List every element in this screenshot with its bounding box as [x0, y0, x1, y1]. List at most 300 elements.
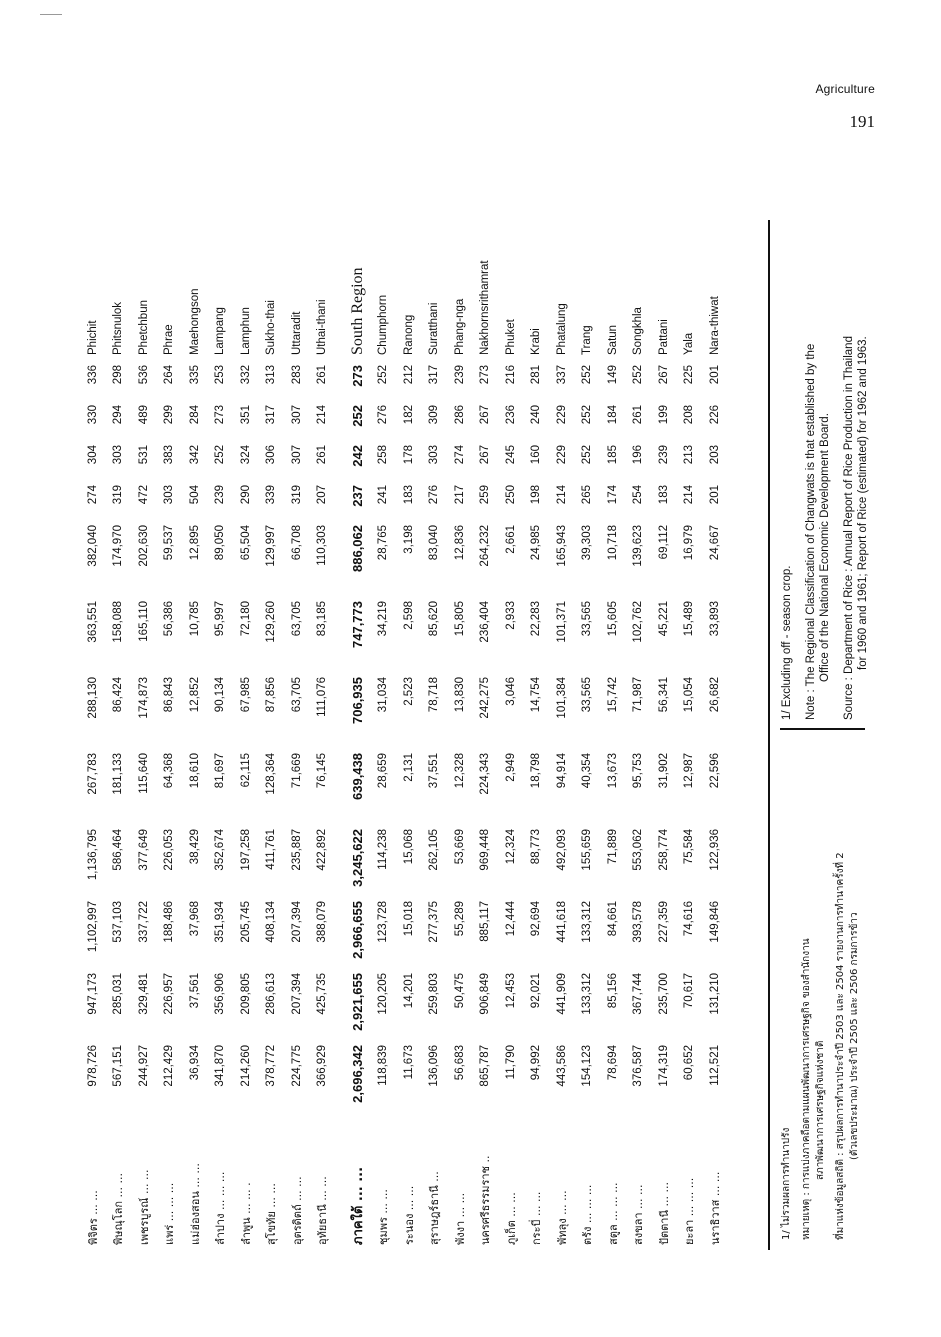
value-cell: 239	[453, 365, 466, 385]
value-cell: 120,205	[377, 973, 390, 1015]
value-cell: 342	[188, 445, 201, 465]
value-cell: 63,705	[290, 677, 303, 713]
value-cell: 264,232	[479, 525, 492, 567]
value-cell: 11,673	[402, 1045, 415, 1080]
value-cell: 747,773	[350, 601, 366, 648]
value-cell: 285,031	[112, 973, 125, 1015]
value-cell: 24,985	[530, 525, 543, 561]
value-cell: 136,096	[428, 1045, 441, 1087]
value-cell: 2,933	[504, 601, 517, 630]
value-cell: 66,708	[290, 525, 303, 561]
value-cell: 34,219	[377, 601, 390, 637]
value-cell: 254	[632, 485, 645, 505]
value-cell: 2,661	[504, 525, 517, 554]
value-cell: 102,762	[632, 601, 645, 643]
value-cell: 240	[530, 405, 543, 425]
english-footnote: 1/ Excluding off - season crop.	[781, 565, 793, 720]
value-cell: 40,354	[581, 753, 594, 789]
value-cell: 309	[428, 405, 441, 425]
value-cell: 22,283	[530, 601, 543, 637]
value-cell: 492,093	[555, 829, 568, 871]
value-cell: 259,803	[428, 973, 441, 1015]
value-cell: 252	[350, 405, 366, 427]
value-cell: 267	[657, 365, 670, 385]
value-cell: 261	[316, 445, 329, 465]
value-cell: 209,805	[239, 973, 252, 1015]
value-cell: 319	[290, 485, 303, 505]
thai-province-name: ยะลา ... ... ...	[683, 1177, 697, 1245]
english-province-name: Yala	[683, 332, 696, 355]
value-cell: 2,131	[402, 753, 415, 782]
value-cell: 208	[683, 405, 696, 425]
value-cell: 537,103	[112, 901, 125, 943]
value-cell: 39,303	[581, 525, 594, 561]
value-cell: 197,258	[239, 829, 252, 871]
value-cell: 224,775	[290, 1045, 303, 1087]
value-cell: 267,783	[86, 753, 99, 795]
value-cell: 274	[453, 445, 466, 465]
value-cell: 294	[112, 405, 125, 425]
value-cell: 252	[214, 445, 227, 465]
value-cell: 72,180	[239, 601, 252, 637]
table-row	[106, 220, 132, 1250]
value-cell: 388,079	[316, 901, 329, 943]
value-cell: 267	[479, 405, 492, 425]
english-province-name: Phitsnulok	[112, 301, 125, 355]
value-cell: 115,640	[137, 753, 150, 794]
value-cell: 37,551	[428, 753, 441, 789]
value-cell: 226	[708, 405, 721, 425]
value-cell: 45,221	[657, 601, 670, 637]
table-row	[80, 220, 106, 1250]
thai-province-name: ลำพูน ... ... .	[239, 1182, 253, 1245]
value-cell: 174,319	[657, 1045, 670, 1087]
notes-divider	[780, 729, 865, 731]
value-cell: 276	[428, 485, 441, 505]
thai-province-name: ปัตตานี ... ...	[657, 1182, 671, 1245]
english-province-name: Lampang	[214, 307, 227, 355]
value-cell: 229	[555, 445, 568, 465]
value-cell: 198	[530, 485, 543, 505]
value-cell: 64,368	[163, 753, 176, 789]
english-province-name: Satun	[606, 324, 619, 355]
value-cell: 352,674	[214, 829, 227, 871]
value-cell: 154,123	[581, 1045, 594, 1087]
value-cell: 207	[316, 485, 329, 505]
value-cell: 531	[137, 445, 150, 465]
table-row	[284, 220, 310, 1250]
value-cell: 214,260	[239, 1045, 252, 1087]
value-cell: 174,970	[112, 525, 125, 567]
value-cell: 239	[214, 485, 227, 505]
value-cell: 14,754	[530, 677, 543, 713]
value-cell: 165,943	[555, 525, 568, 567]
thai-province-name: สุโขทัย ... ...	[265, 1183, 279, 1245]
region-row	[345, 220, 371, 1250]
value-cell: 553,062	[632, 829, 645, 871]
value-cell: 304	[86, 445, 99, 465]
value-cell: 264	[163, 365, 176, 385]
english-source-cont: for 1960 and 1961; Report of Rice (estimated) for 1962 and 1963.	[857, 336, 869, 670]
value-cell: 227,359	[657, 901, 670, 943]
value-cell: 28,659	[377, 753, 390, 789]
value-cell: 12,852	[188, 677, 201, 713]
value-cell: 330	[86, 405, 99, 425]
table-row	[396, 220, 422, 1250]
value-cell: 2,696,342	[350, 1045, 366, 1103]
value-cell: 18,798	[530, 753, 543, 789]
value-cell: 155,659	[581, 829, 594, 871]
value-cell: 183	[402, 485, 415, 505]
value-cell: 14,201	[402, 973, 415, 1009]
value-cell: 94,992	[530, 1045, 543, 1081]
table-row	[575, 220, 601, 1250]
value-cell: 443,586	[555, 1045, 568, 1087]
value-cell: 337,722	[137, 901, 150, 943]
value-cell: 298	[112, 365, 125, 385]
value-cell: 122,936	[708, 829, 721, 871]
value-cell: 12,987	[683, 753, 696, 789]
value-cell: 183	[657, 485, 670, 505]
value-cell: 67,985	[239, 677, 252, 713]
value-cell: 78,718	[428, 677, 441, 713]
value-cell: 865,787	[479, 1045, 492, 1087]
value-cell: 207,394	[290, 973, 303, 1015]
english-province-name: Trang	[581, 325, 594, 355]
thai-province-name: พัทลุง ... ...	[555, 1190, 569, 1245]
value-cell: 214	[316, 405, 329, 425]
value-cell: 3,198	[402, 525, 415, 554]
value-cell: 10,718	[606, 525, 619, 561]
value-cell: 422,892	[316, 829, 329, 871]
value-cell: 252	[377, 365, 390, 385]
value-cell: 226,053	[163, 829, 176, 871]
value-cell: 65,504	[239, 525, 252, 561]
thai-province-name: นครศรีธรรมราช ..	[479, 1155, 493, 1245]
table-row	[626, 220, 652, 1250]
english-province-name: Nakhornsrithamrat	[479, 260, 492, 355]
table-row	[182, 220, 208, 1250]
value-cell: 378,772	[265, 1045, 278, 1087]
english-province-name: Phang-nga	[453, 298, 466, 355]
value-cell: 273	[350, 365, 366, 387]
value-cell: 411,761	[265, 829, 278, 870]
value-cell: 317	[428, 365, 441, 385]
value-cell: 324	[239, 445, 252, 465]
value-cell: 267	[479, 445, 492, 465]
value-cell: 174,873	[137, 677, 150, 719]
value-cell: 376,587	[632, 1045, 645, 1087]
value-cell: 339	[265, 485, 278, 505]
thai-province-name: อุทัยธานี ... ...	[316, 1176, 330, 1245]
value-cell: 53,669	[453, 829, 466, 865]
value-cell: 131,210	[708, 973, 721, 1015]
value-cell: 55,289	[453, 901, 466, 937]
value-cell: 63,705	[290, 601, 303, 637]
value-cell: 273	[214, 405, 227, 425]
value-cell: 441,909	[555, 973, 568, 1015]
value-cell: 85,620	[428, 601, 441, 637]
thai-province-name: ระนอง ... ...	[402, 1185, 416, 1245]
value-cell: 95,753	[632, 753, 645, 789]
value-cell: 149,846	[708, 901, 721, 943]
english-note: Note : The Regional Classification of Changwats is that established by the	[805, 343, 817, 720]
english-province-name: South Region	[348, 267, 366, 355]
value-cell: 356,906	[214, 973, 227, 1015]
value-cell: 261	[632, 405, 645, 425]
value-cell: 94,914	[555, 753, 568, 789]
value-cell: 2,921,655	[350, 973, 366, 1031]
rotated-table-page	[80, 155, 870, 1250]
value-cell: 15,805	[453, 601, 466, 637]
value-cell: 213	[683, 445, 696, 465]
value-cell: 3,245,622	[350, 829, 366, 887]
value-cell: 242,275	[479, 677, 492, 719]
thai-source: ที่มาแห่งข้อมูลสถิติ : สรุปผลการทำนาประจำปี 2503 และ 2504 รายงานการทำนาครั้งที่ 2	[835, 852, 846, 1240]
region-spacer	[335, 220, 345, 1250]
value-cell: 59,537	[163, 525, 176, 561]
value-cell: 118,839	[377, 1045, 390, 1086]
value-cell: 123,728	[377, 901, 390, 943]
value-cell: 504	[188, 485, 201, 505]
value-cell: 78,694	[606, 1045, 619, 1081]
value-cell: 33,565	[581, 677, 594, 713]
value-cell: 15,054	[683, 677, 696, 713]
value-cell: 886,062	[350, 525, 366, 572]
value-cell: 71,889	[606, 829, 619, 865]
value-cell: 56,341	[657, 677, 670, 713]
english-province-name: Suratthani	[428, 302, 441, 355]
thai-province-name: ชุมพร ... ...	[377, 1189, 391, 1245]
value-cell: 307	[290, 445, 303, 465]
value-cell: 3,046	[504, 677, 517, 706]
thai-province-name: เพชรบูรณ์ ... ...	[137, 1169, 151, 1245]
value-cell: 15,605	[606, 601, 619, 637]
thai-province-name: ภูเก็ต ... ...	[504, 1192, 518, 1245]
value-cell: 226,957	[163, 973, 176, 1015]
value-cell: 201	[708, 485, 721, 505]
value-cell: 112,521	[708, 1045, 721, 1086]
value-cell: 252	[581, 365, 594, 385]
value-cell: 185	[606, 445, 619, 465]
value-cell: 89,050	[214, 525, 227, 561]
value-cell: 174	[606, 485, 619, 505]
value-cell: 224,343	[479, 753, 492, 795]
rice-production-table	[80, 220, 728, 1250]
value-cell: 383	[163, 445, 176, 465]
value-cell: 586,464	[112, 829, 125, 871]
thai-province-name: พังงา ... ...	[453, 1192, 467, 1245]
value-cell: 92,021	[530, 973, 543, 1009]
value-cell: 74,616	[683, 901, 696, 937]
value-cell: 274	[86, 485, 99, 505]
value-cell: 2,966,655	[350, 901, 366, 959]
value-cell: 2,949	[504, 753, 517, 782]
value-cell: 225	[683, 365, 696, 385]
value-cell: 11,790	[504, 1045, 517, 1080]
table-row	[677, 220, 703, 1250]
thai-province-name: กระบี่ ... ...	[530, 1191, 544, 1245]
value-cell: 382,040	[86, 525, 99, 567]
thai-province-name: ลำปาง ... ... ...	[214, 1171, 228, 1245]
value-cell: 288,130	[86, 677, 99, 719]
thai-province-name: ภาคใต้ ... ...	[351, 1166, 367, 1245]
value-cell: 367,744	[632, 973, 645, 1015]
top-rule	[40, 14, 62, 15]
value-cell: 335	[188, 365, 201, 385]
thai-province-name: นราธิวาส ... ...	[708, 1171, 722, 1245]
value-cell: 1,136,795	[86, 829, 99, 881]
table-row	[259, 220, 285, 1250]
value-cell: 377,649	[137, 829, 150, 871]
english-notes	[780, 336, 870, 720]
value-cell: 536	[137, 365, 150, 385]
value-cell: 947,173	[86, 973, 99, 1015]
value-cell: 286	[453, 405, 466, 425]
value-cell: 158,088	[112, 601, 125, 643]
english-province-name: Maehongson	[188, 288, 201, 355]
table-row	[473, 220, 499, 1250]
thai-remark-cont: สภาพัฒนาการเศรษฐกิจแห่งชาติ	[815, 1040, 826, 1180]
value-cell: 26,682	[708, 677, 721, 713]
value-cell: 425,735	[316, 973, 329, 1015]
english-province-name: Nara-thiwat	[708, 296, 721, 355]
value-cell: 2,598	[402, 601, 415, 630]
value-cell: 261	[316, 365, 329, 385]
value-cell: 207,394	[290, 901, 303, 943]
value-cell: 299	[163, 405, 176, 425]
value-cell: 71,669	[290, 753, 303, 789]
english-province-name: Pattani	[657, 319, 670, 355]
value-cell: 235,887	[290, 829, 303, 871]
value-cell: 16,979	[683, 525, 696, 561]
value-cell: 101,371	[555, 601, 568, 643]
value-cell: 329,481	[137, 973, 150, 1015]
value-cell: 199	[657, 405, 670, 425]
value-cell: 13,830	[453, 677, 466, 713]
value-cell: 33,893	[708, 601, 721, 637]
value-cell: 188,486	[163, 901, 176, 943]
english-province-name: Uthai-thani	[316, 299, 329, 355]
value-cell: 258	[377, 445, 390, 465]
value-cell: 95,997	[214, 601, 227, 637]
value-cell: 69,112	[657, 525, 670, 560]
page-number: 191	[849, 112, 875, 131]
thai-province-name: สงขลา ... ...	[632, 1184, 646, 1245]
english-province-name: Phatalung	[555, 303, 568, 355]
value-cell: 70,617	[683, 973, 696, 1009]
value-cell: 92,694	[530, 901, 543, 937]
value-cell: 250	[504, 485, 517, 505]
value-cell: 111,076	[316, 677, 329, 717]
value-cell: 201	[708, 365, 721, 385]
table-row	[549, 220, 575, 1250]
value-cell: 2,523	[402, 677, 415, 706]
value-cell: 258,774	[657, 829, 670, 871]
value-cell: 202,630	[137, 525, 150, 567]
value-cell: 81,697	[214, 753, 227, 789]
value-cell: 259	[479, 485, 492, 505]
value-cell: 87,856	[265, 677, 278, 713]
value-cell: 284	[188, 405, 201, 425]
value-cell: 75,584	[683, 829, 696, 865]
value-cell: 12,444	[504, 901, 517, 937]
value-cell: 242	[350, 445, 366, 467]
value-cell: 214	[683, 485, 696, 505]
table-row	[371, 220, 397, 1250]
value-cell: 129,997	[265, 525, 278, 567]
value-cell: 216	[504, 365, 517, 385]
value-cell: 1,102,997	[86, 901, 99, 953]
english-province-name: Phuket	[504, 319, 517, 355]
thai-province-name: พิษณุโลก ... ...	[112, 1173, 126, 1245]
value-cell: 196	[632, 445, 645, 465]
value-cell: 160	[530, 445, 543, 465]
table-row	[422, 220, 448, 1250]
table-row	[131, 220, 157, 1250]
value-cell: 639,438	[350, 753, 366, 800]
value-cell: 313	[265, 365, 278, 385]
value-cell: 83,040	[428, 525, 441, 561]
value-cell: 489	[137, 405, 150, 425]
english-province-name: Phichit	[86, 320, 99, 355]
value-cell: 33,565	[581, 601, 594, 637]
table-row	[498, 220, 524, 1250]
value-cell: 56,386	[163, 601, 176, 637]
value-cell: 60,652	[683, 1045, 696, 1081]
english-province-name: Sukho-thai	[265, 300, 278, 355]
value-cell: 31,902	[657, 753, 670, 789]
table-row	[524, 220, 550, 1250]
value-cell: 128,364	[265, 753, 278, 795]
value-cell: 84,661	[606, 901, 619, 937]
value-cell: 706,935	[350, 677, 366, 724]
value-cell: 237	[350, 485, 366, 507]
value-cell: 277,375	[428, 901, 441, 943]
value-cell: 203	[708, 445, 721, 465]
value-cell: 253	[214, 365, 227, 385]
value-cell: 393,578	[632, 901, 645, 943]
value-cell: 319	[112, 485, 125, 505]
thai-source-cont: (ตัวเลขประมาณ) ประจำปี 2505 และ 2506 กรมการข้าว	[849, 912, 860, 1160]
value-cell: 307	[290, 405, 303, 425]
value-cell: 36,934	[188, 1045, 201, 1081]
value-cell: 37,968	[188, 901, 201, 937]
thai-province-name: ตรัง ... ... ...	[581, 1184, 595, 1245]
thai-province-name: แพร่ ... ... ...	[163, 1182, 177, 1245]
value-cell: 363,551	[86, 601, 99, 643]
english-province-name: Chumphorn	[377, 294, 390, 355]
value-cell: 341,870	[214, 1045, 227, 1087]
thai-remark: หมายเหตุ : การแบ่งภาคถือตามแผนพัฒนาการเศรษฐกิจ ของสำนักงาน	[801, 938, 812, 1240]
value-cell: 332	[239, 365, 252, 385]
value-cell: 244,927	[137, 1045, 150, 1087]
value-cell: 235,700	[657, 973, 670, 1015]
value-cell: 241	[377, 485, 390, 505]
value-cell: 165,110	[137, 601, 150, 642]
value-cell: 12,836	[453, 525, 466, 561]
table-row	[600, 220, 626, 1250]
value-cell: 88,773	[530, 829, 543, 865]
value-cell: 12,328	[453, 753, 466, 789]
value-cell: 15,068	[402, 829, 415, 865]
value-cell: 62,115	[239, 753, 252, 788]
value-cell: 178	[402, 445, 415, 465]
value-cell: 303	[112, 445, 125, 465]
value-cell: 15,489	[683, 601, 696, 637]
english-province-name: Uttaradit	[290, 311, 303, 355]
value-cell: 114,238	[377, 829, 390, 870]
